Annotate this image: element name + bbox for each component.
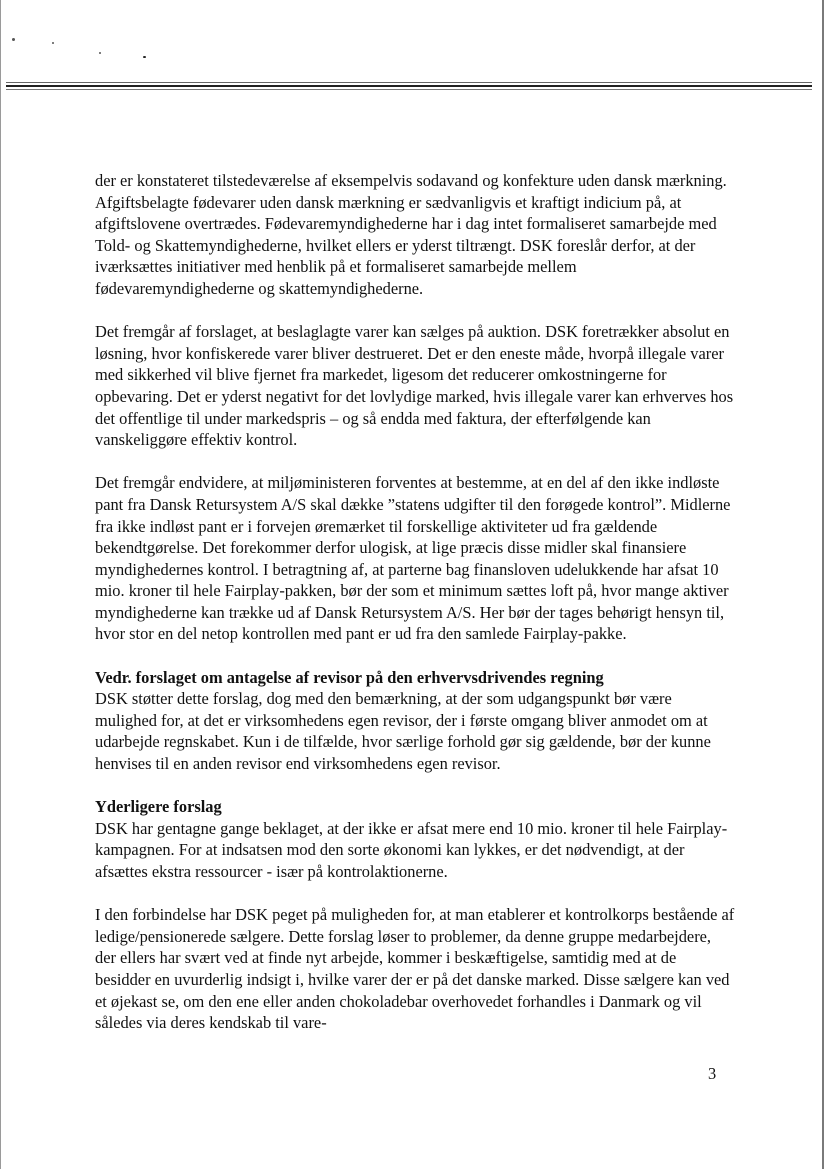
scan-speck bbox=[99, 52, 101, 54]
header-rule bbox=[6, 89, 812, 90]
header-rule bbox=[6, 82, 812, 83]
scan-speck bbox=[52, 42, 54, 44]
document-body bbox=[95, 170, 735, 1034]
scan-speck bbox=[12, 38, 15, 41]
header-rule bbox=[6, 85, 812, 87]
paragraph: I den forbindelse har DSK peget på muligheden for, at man etablerer et kontrolkorps bestående af ledige/pensionerede sælgere. Dette forslag løser to problemer, da denne gruppe medarbejdere, der ellers har svært ved at finde nyt arbejde, kommer i beskæftigelse, samtidig med at de besidder en uvurderlig indsigt i, hvilke varer der er på det danske marked. Disse sælgere kan ved et øjekast se, om den ene eller anden chokoladebar overhovedet forhandles i Danmark og vil således via deres kendskab til vare- bbox=[95, 905, 735, 1033]
page-number: 3 bbox=[708, 1064, 717, 1083]
scan-speck bbox=[143, 56, 146, 58]
paragraph: Det fremgår af forslaget, at beslaglagte varer kan sælges på auktion. DSK foretrækker absolut en løsning, hvor konfiskerede varer bliver destrueret. Det er den eneste måde, hvorpå illegale varer med sikkerhed vil blive fjernet fra markedet, ligesom det reducerer omkostningerne for opbevaring. Det er yderst negativt for det lovlydige marked, hvis illegale varer kan erhverves hos det offentlige til under markedspris – og så endda med faktura, der efterfølgende kan vanskeliggøre effektiv kontrol. bbox=[95, 322, 734, 450]
paragraph: DSK støtter dette forslag, dog med den bemærkning, at der som udgangspunkt bør være mulighed for, at det er virksomhedens egen revisor, der i første omgang bliver anmodet om at udarbejde regnskabet. Kun i de tilfælde, hvor særlige forhold gør sig gældende, bør der kunne henvises til en anden revisor end virksomhedens egen revisor. bbox=[95, 689, 711, 774]
paragraph: DSK har gentagne gange beklaget, at der ikke er afsat mere end 10 mio. kroner til hele Fairplay-kampagnen. For at indsatsen mod den sorte økonomi kan lykkes, er det nødvendigt, at der afsættes ekstra ressourcer - især på kontrolaktionerne. bbox=[95, 818, 728, 881]
section-heading-forslag: Yderligere forslag bbox=[95, 797, 222, 817]
paragraph: der er konstateret tilstedeværelse af eksempelvis sodavand og konfekture uden dansk mærkning. Afgiftsbelagte fødevarer uden dansk mærkning er sædvanligvis et kraftigt indicium på, at afgiftslovene overtrædes. Fødevaremyndighederne har i dag intet formaliseret samarbejde med Told- og Skattemyndighederne, hvilket ellers er yderst tiltrængt. DSK foreslår derfor, at der iværksættes initiativer med henblik på et formaliseret samarbejde mellem fødevaremyndighederne og skattemyndighederne. bbox=[95, 171, 727, 298]
section-heading-revisor: Vedr. forslaget om antagelse af revisor på den erhvervsdrivendes regning bbox=[95, 667, 604, 687]
paragraph: Det fremgår endvidere, at miljøministeren forventes at bestemme, at en del af den ikke indløste pant fra Dansk Retursystem A/S skal dække ”statens udgifter til den forøgede kontrol”. Midlerne fra ikke indløst pant er i forvejen øremærket til forskellige aktiviteter ud fra gældende bekendtgørelse. Det forekommer derfor ulogisk, at lige præcis disse midler skal finansiere myndighedernes kontrol. I betragtning af, at parterne bag finansloven udelukkende har afsat 10 mio. kroner til hele Fairplay-pakken, bør der som et minimum sættes loft på, hvor mange aktiver myndighederne kan trække ud af Dansk Retursystem A/S. Her bør der tages behørigt hensyn til, hvor stor en del netop kontrollen med pant er ud fra den samlede Fairplay-pakke. bbox=[95, 473, 731, 644]
